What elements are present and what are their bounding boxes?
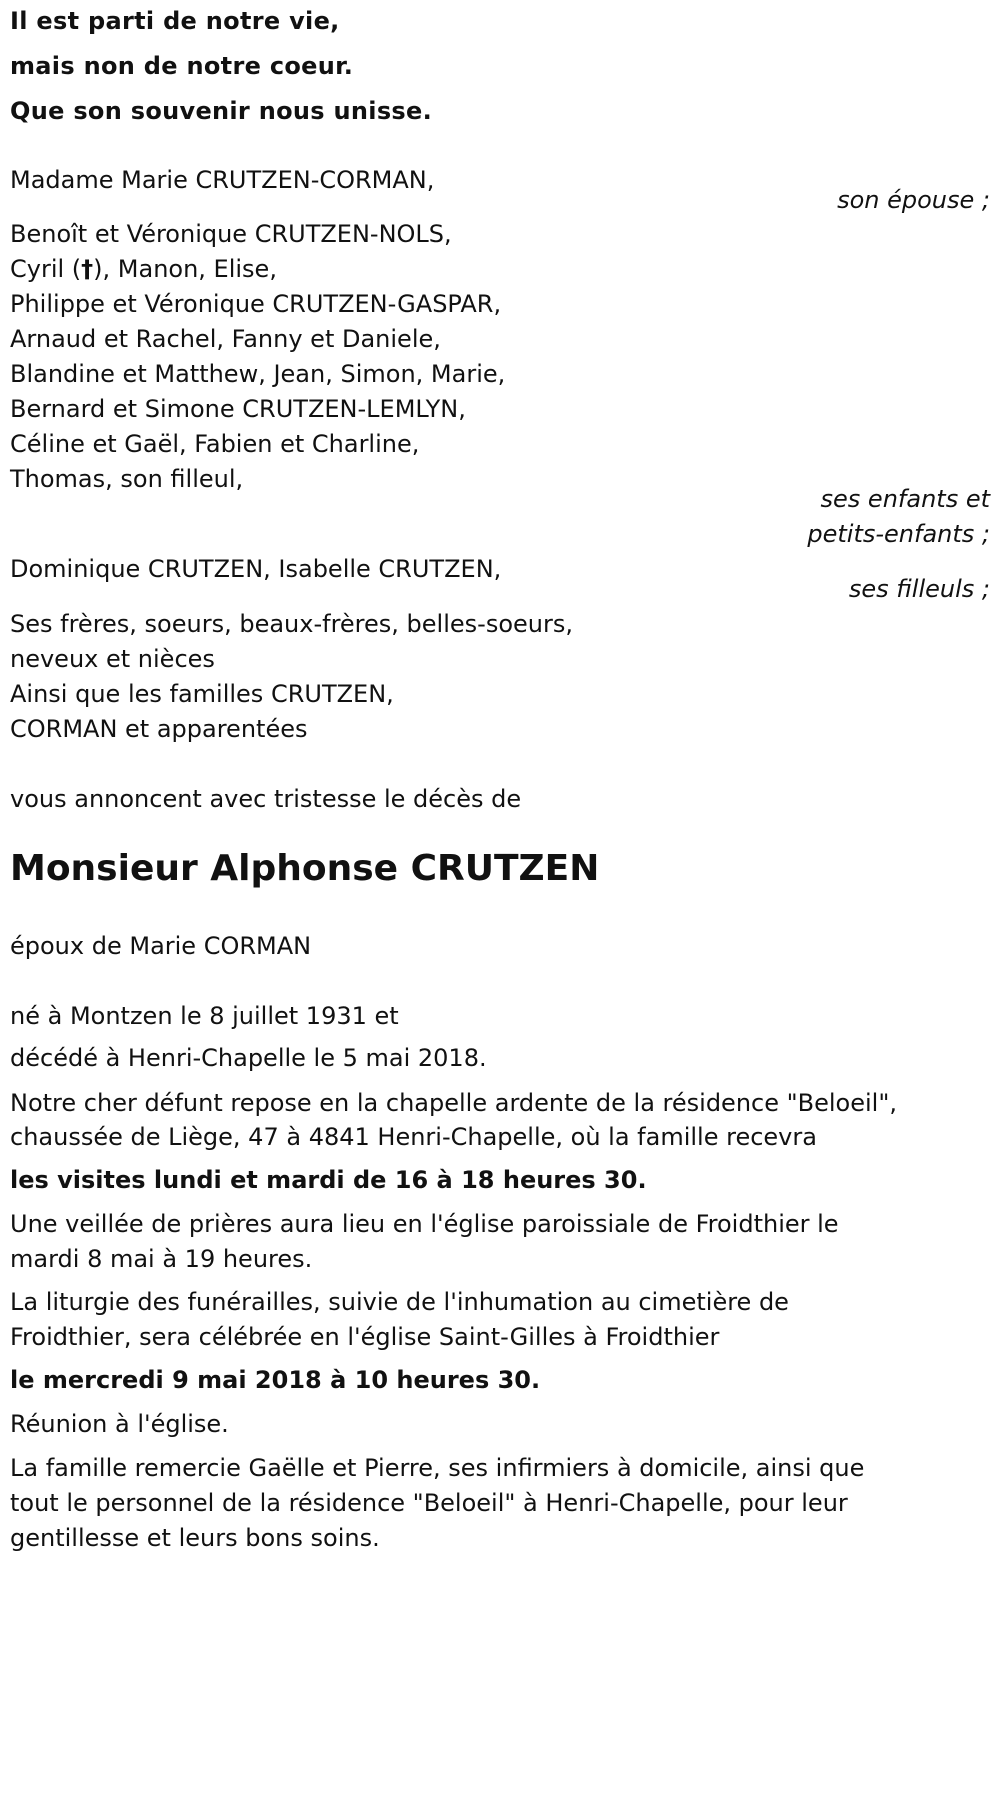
death-text: décédé à Henri-Chapelle le 5 mai 2018.: [10, 1044, 487, 1072]
others-line: Ainsi que les familles CRUTZEN,: [10, 680, 394, 708]
godchildren-relation: ses filleuls ;: [848, 575, 990, 603]
vigil-line: mardi 8 mai à 19 heures.: [10, 1245, 313, 1273]
others-line: neveux et nièces: [10, 645, 215, 673]
announcement-text: vous annoncent avec tristesse le décès de: [10, 785, 522, 813]
thanks-line: tout le personnel de la résidence "Beloeil" à Henri-Chapelle, pour leur: [10, 1489, 848, 1517]
children-line: Blandine et Matthew, Jean, Simon, Marie,: [10, 360, 506, 388]
funeral-date: le mercredi 9 mai 2018 à 10 heures 30.: [10, 1366, 541, 1394]
deceased-name: Monsieur Alphonse CRUTZEN: [10, 848, 600, 889]
children-line: Arnaud et Rachel, Fanny et Daniele,: [10, 325, 441, 353]
spouse-relation: son épouse ;: [837, 186, 990, 214]
spouse-name: Madame Marie CRUTZEN-CORMAN,: [10, 166, 435, 194]
epigraph-line: Il est parti de notre vie,: [10, 7, 340, 35]
meeting-text: Réunion à l'église.: [10, 1410, 229, 1438]
vigil-line: Une veillée de prières aura lieu en l'église paroissiale de Froidthier le: [10, 1210, 839, 1238]
repose-line: chaussée de Liège, 47 à 4841 Henri-Chapelle, où la famille recevra: [10, 1123, 817, 1151]
others-line: CORMAN et apparentées: [10, 715, 308, 743]
children-line: Thomas, son filleul,: [10, 465, 244, 493]
visits-hours: les visites lundi et mardi de 16 à 18 heures 30.: [10, 1166, 647, 1194]
children-line: Philippe et Véronique CRUTZEN-GASPAR,: [10, 290, 502, 318]
godchildren-names: Dominique CRUTZEN, Isabelle CRUTZEN,: [10, 555, 502, 583]
epigraph-line: mais non de notre coeur.: [10, 52, 354, 80]
cyril-suffix: ), Manon, Elise,: [93, 255, 277, 283]
others-line: Ses frères, soeurs, beaux-frères, belles-soeurs,: [10, 610, 573, 638]
cyril-prefix: Cyril (: [10, 255, 82, 283]
epigraph-line: Que son souvenir nous unisse.: [10, 97, 432, 125]
deceased-cross-icon: †: [81, 255, 94, 283]
birth-text: né à Montzen le 8 juillet 1931 et: [10, 1002, 399, 1030]
children-line: Céline et Gaël, Fabien et Charline,: [10, 430, 420, 458]
thanks-line: La famille remercie Gaëlle et Pierre, ses infirmiers à domicile, ainsi que: [10, 1454, 865, 1482]
children-line-cyril: [10, 254, 277, 284]
spouse-of-text: époux de Marie CORMAN: [10, 932, 312, 960]
thanks-line: gentillesse et leurs bons soins.: [10, 1524, 380, 1552]
funeral-line: Froidthier, sera célébrée en l'église Saint-Gilles à Froidthier: [10, 1323, 720, 1351]
children-relation-line: petits-enfants ;: [807, 520, 990, 548]
children-line: Benoît et Véronique CRUTZEN-NOLS,: [10, 220, 452, 248]
funeral-line: La liturgie des funérailles, suivie de l'inhumation au cimetière de: [10, 1288, 789, 1316]
children-relation-line: ses enfants et: [820, 485, 990, 513]
repose-line: Notre cher défunt repose en la chapelle ardente de la résidence "Beloeil",: [10, 1089, 898, 1117]
children-line: Bernard et Simone CRUTZEN-LEMLYN,: [10, 395, 466, 423]
